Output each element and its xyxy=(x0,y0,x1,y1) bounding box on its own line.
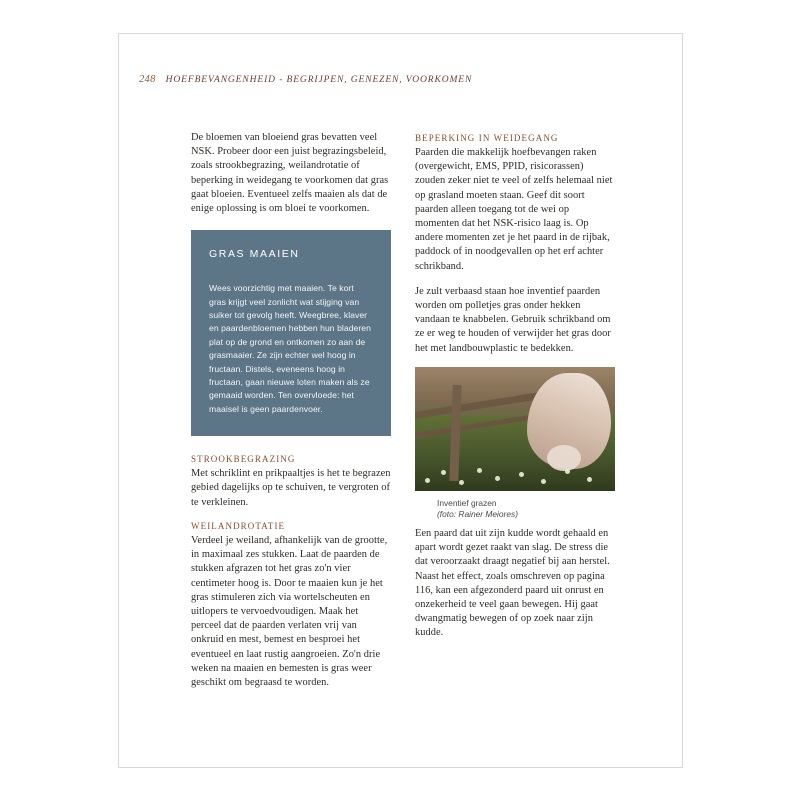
page-number: 248 xyxy=(139,74,156,85)
left-column xyxy=(191,131,391,701)
right-column xyxy=(415,131,615,701)
figure-image xyxy=(415,367,615,491)
right-closing-paragraph: Een paard dat uit zijn kudde wordt gehaald en apart wordt gezet raakt van slag. De stress die dat veroorzaakt draagt negatief bij aan herstel. Naast het effect, zoals omschreven op pagina 116, kan een afgezonderd paard uit onrust en onzekerheid te veel gaan bewegen. Hij gaat dwangmatig bewegen of op zoek naar zijn kudde. xyxy=(415,528,610,639)
photo-flowers xyxy=(415,459,615,489)
page-sheet xyxy=(118,33,683,768)
right-paragraph-2: Je zult verbaasd staan hoe inventief paarden worden om polletjes gras onder hekken vandaan te knabbelen. Gebruik schrikband om ze er weg te houden of verwijder het gras door het met landbouwplastic te bedekken. xyxy=(415,285,611,354)
figure-caption-credit: (foto: Rainer Meiores) xyxy=(437,509,518,520)
running-head: HOEFBEVANGENHEID - BEGRIJPEN, GENEZEN, VOORKOMEN xyxy=(165,75,473,85)
callout-text: Wees voorzichtig met maaien. Te kort gras krijgt veel zonlicht wat stijging van suiker tot gevolg heeft. Weegbree, klaver en paardenbloemen hebben hun bladeren plat op de grond en ontkomen zo aan de grasmaaier. Ze zijn echter wel hoog in fructaan. Distels, eveneens hoog in fructaan, gaan nieuwe loten maken als ze gemaaid worden. Ten overvloede: het maaisel is geen paardenvoer. xyxy=(209,283,371,414)
section-text-strookbegrazing: Met schriklint en prikpaaltjes is het te begrazen gebied dagelijks op te schuiven, te vergroten of te verkleinen. xyxy=(191,468,391,508)
intro-paragraph: De bloemen van bloeiend gras bevatten veel NSK. Probeer door een juist begrazingsbeleid, zoals strookbegrazing, weilandrotatie of beperking in weidegang te voorkomen dat gras gaat bloeien. Eventueel zelfs maaien als dat de enige oplossing is om bloei te voorkomen. xyxy=(191,132,389,215)
page-header xyxy=(139,74,472,85)
figure xyxy=(415,367,615,521)
section-heading-beperking-in-weidegang: BEPERKING IN WEIDEGANG xyxy=(415,133,559,143)
figure-caption xyxy=(415,498,615,521)
section-text-weilandrotatie: Verdeel je weiland, afhankelijk van de grootte, in maximaal zes stukken. Laat de paarden de stukken afgrazen tot het gras zo'n vier centimeter hoog is. Door te maaien kun je het gras stimuleren zich via wortelscheuten en uitlopers te vervoedvoudigen. Maak het perceel dat de paarden verlaten vrij van onkruid en mest, bemest en besproei het eventueel en laat rustig aangroeien. Zo'n drie weken na maaien en bemesten is gras weer geschikt om begraasd te worden. xyxy=(191,534,388,688)
callout-title: GRAS MAAIEN xyxy=(209,248,300,261)
section-heading-weilandrotatie: WEILANDROTATIE xyxy=(191,520,286,531)
right-paragraph-1: Paarden die makkelijk hoefbevangen raken (overgewicht, EMS, PPID, risicorassen) zouden zeker niet te veel of zelfs helemaal niet op grasland moeten staan. Geef dit soort paarden alleen toegang tot de wei op momenten dat het NSK-risico laag is. Op andere momenten zet je het paard in de rijbak, paddock of in noodgevallen op het erf achter schrikband. xyxy=(415,147,613,272)
callout-box xyxy=(191,230,391,436)
column-container xyxy=(191,131,616,701)
figure-caption-title: Inventief grazen xyxy=(437,497,497,508)
section-heading-strookbegrazing: STROOKBEGRAZING xyxy=(191,454,296,465)
